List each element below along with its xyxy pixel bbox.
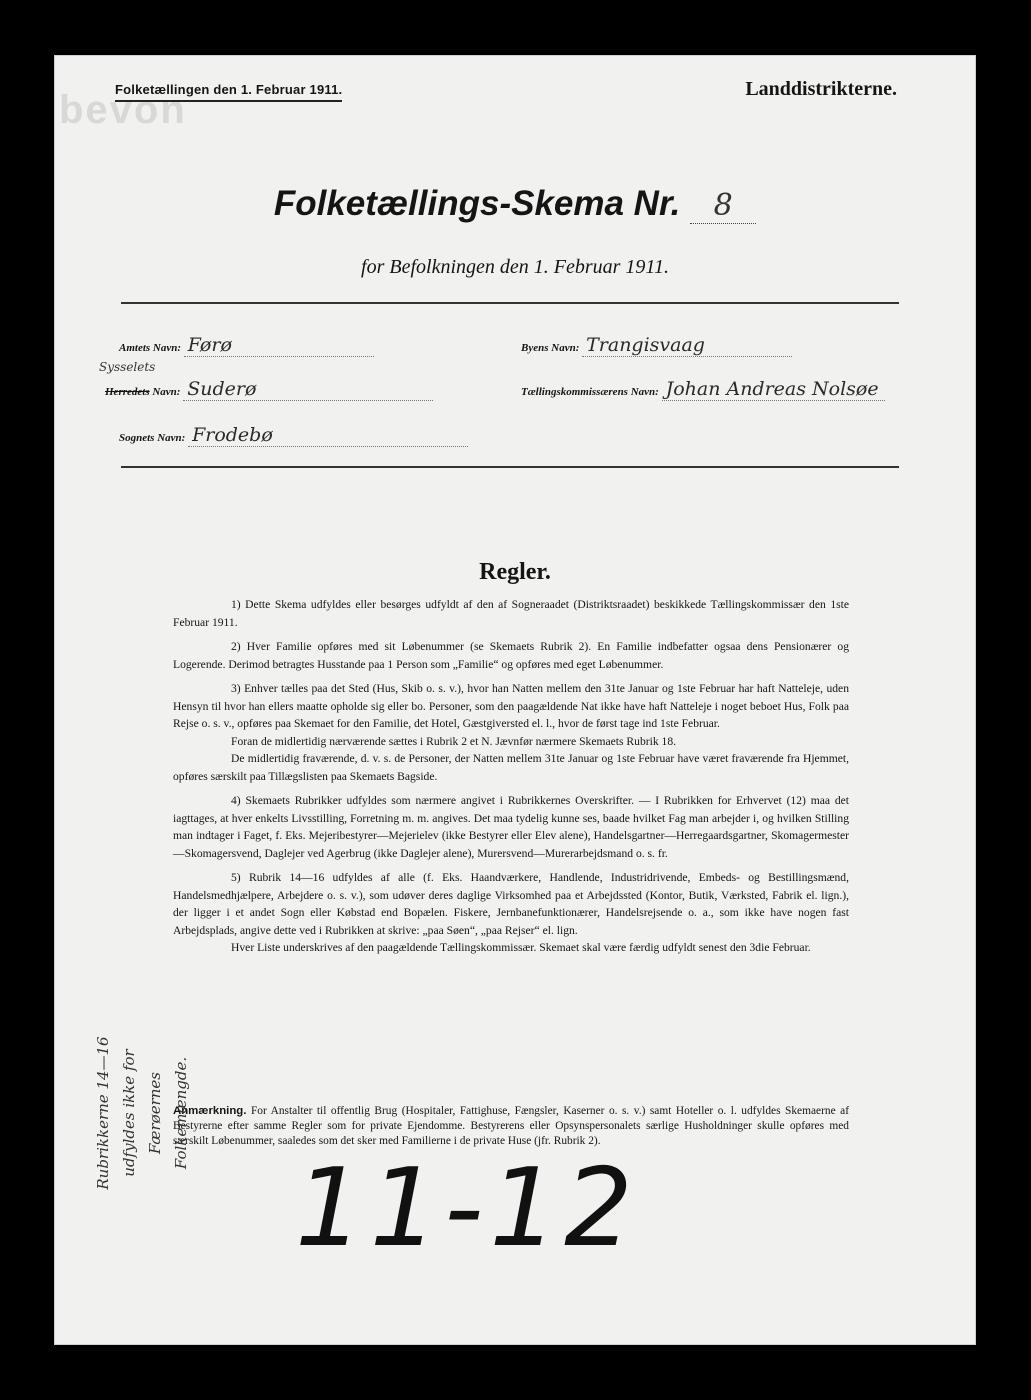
- census-form-page: [54, 55, 976, 1345]
- sysselets-correction: Sysselets: [99, 360, 156, 374]
- amt-field: [119, 334, 374, 357]
- kommissaer-field: [521, 378, 885, 401]
- sogn-value: Frodebø: [188, 424, 468, 447]
- margin-handwritten-note: [90, 1018, 194, 1208]
- rules-text: [173, 596, 849, 964]
- by-field: [521, 334, 792, 357]
- amt-value: Førø: [184, 334, 374, 357]
- kommissaer-value: Johan Andreas Nolsøe: [662, 378, 885, 401]
- rule-5-signature: Hver Liste underskrives af den paagældende Tællingskommissær. Skemaet skal være færdig udfyldt senest den 3die Februar.: [231, 941, 811, 954]
- herred-struck-label: Herredets: [105, 386, 150, 398]
- herred-field: [105, 378, 433, 401]
- margin-note-line-2: udfyldes ikke for: [120, 1049, 138, 1177]
- note-label: Anmærkning.: [173, 1105, 247, 1117]
- amt-label: Amtets Navn:: [119, 342, 182, 354]
- district-type-header: Landdistrikterne.: [745, 78, 897, 100]
- rule-4: 4) Skemaets Rubrikker udfyldes som nærmere angivet i Rubrikkernes Overskrifter. — I Rubrikken for Erhvervet (12) maa det iagttages, at hver enkelts Livsstilling, Forretning m. m. angives. Det maa tydelig kunne ses, baade hvilket Fag man arbejder i, og hvilken Stilling man indtager i Faget, f. Eks. Mejeribestyrer—Mejerielev (ikke Bestyrer eller Elev alene), Handelsgartner—Herregaardsgartner, Skomagermester—Skomagersvend, Daglejer ved Agerbrug (ikke Daglejer alene), Murersvend—Murerarbejdsmand o. s. fr.: [173, 794, 849, 860]
- by-label: Byens Navn:: [521, 342, 580, 354]
- census-date-header: Folketællingen den 1. Februar 1911.: [115, 82, 342, 102]
- note-text: For Anstalter til offentlig Brug (Hospitaler, Fattighuse, Fængsler, Kaserner o. s. v.) samt Hoteller o. l. udfyldes Skemaerne af Bestyrerne efter samme Regler som for private Ejendomme. Bestyrerens eller Opsynspersonalets særlige Husholdninger skulle opføres med særskilt Løbenummer, saaledes som det sker med Familierne i de private Huse (jfr. Rubrik 2).: [173, 1105, 849, 1147]
- handwritten-range-number: 11-12: [295, 1146, 639, 1271]
- rule-3: 3) Enhver tælles paa det Sted (Hus, Skib o. s. v.), hvor han Natten mellem den 31te Januar og 1ste Februar har haft Natteleje, uden Hensyn til hvor han ellers maatte opholde sig eller bo. Personer, som den paagældende Nat ikke have haft Natteleje i noget beboet Hus, Folk paa Rejse o. s. v., opføres paa Skemaet for den Familie, det Hotel, Gæstgiversted el. l., hvor de først tage ind 1ste Februar.: [173, 682, 849, 730]
- annotation-note: [173, 1104, 849, 1149]
- rule-3-temporary-present: Foran de midlertidig nærværende sættes i Rubrik 2 et N. Jævnfør nærmere Skemaets Rubrik 18.: [231, 734, 677, 748]
- top-divider: [121, 302, 899, 304]
- margin-note-line-1: Rubrikkerne 14—16: [94, 1036, 112, 1190]
- rule-3-temporary-absent: De midlertidig fraværende, d. v. s. de Personer, der Natten mellem 31te Januar og 1ste Februar have været fraværende fra Hjemmet, opføres særskilt paa Tillægslisten paa Skemaets Bagside.: [173, 752, 849, 783]
- herred-label: Navn:: [152, 386, 181, 398]
- form-title: [55, 184, 975, 224]
- form-subtitle: for Befolkningen den 1. Februar 1911.: [361, 256, 669, 278]
- kommissaer-label: Tællingskommissærens Navn:: [521, 386, 659, 398]
- by-value: Trangisvaag: [582, 334, 792, 357]
- fields-divider: [121, 466, 899, 468]
- faded-stamp: bevon: [59, 88, 187, 132]
- rule-1: 1) Dette Skema udfyldes eller besørges udfyldt af den af Sogneraadet (Distriktsraadet) beskikkede Tællingskommissær den 1ste Februar 1911.: [173, 598, 849, 629]
- form-number: 8: [690, 188, 756, 224]
- sogn-field: [119, 424, 468, 447]
- rule-5: 5) Rubrik 14—16 udfyldes af alle (f. Eks. Haandværkere, Handlende, Industridrivende, Embeds- og Bestillingsmænd, Handelsmedhjælpere, Arbejdere o. s. v.), som udøver deres daglige Virksomhed paa et Arbejdssted (Kontor, Butik, Værksted, Fabrik el. lign.), der ligger i et andet Sogn eller Købstad end Bopælen. Fiskere, Jernbanefunktionærer, Handelsrejsende o. a., som ikke have nogen fast Arbejdsplads, angive dette ved i Rubrikken at skrive: „paa Søen“, „paa Rejser“ el. lign.: [173, 871, 849, 937]
- rule-2: 2) Hver Familie opføres med sit Løbenummer (se Skemaets Rubrik 2). En Familie indbefatter ogsaa dens Pensionærer og Logerende. Derimod betragtes Husstande paa 1 Person som „Familie“ og opføres med eget Løbenummer.: [173, 640, 849, 671]
- rules-heading: Regler.: [479, 559, 551, 585]
- sogn-label: Sognets Navn:: [119, 432, 186, 444]
- margin-note-line-3: Færøernes Folkemængde.: [146, 1056, 190, 1170]
- form-title-text: Folketællings-Skema Nr.: [273, 184, 681, 223]
- herred-value: Suderø: [183, 378, 433, 401]
